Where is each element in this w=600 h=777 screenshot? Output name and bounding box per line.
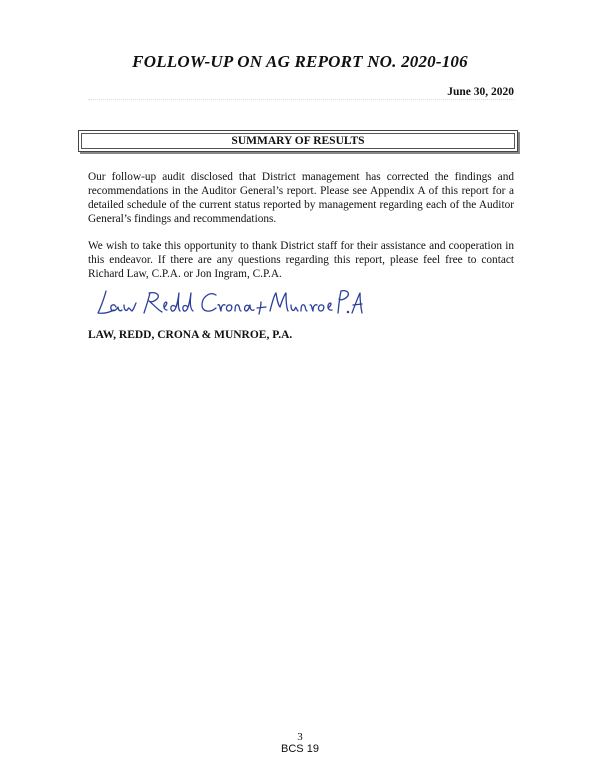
summary-paragraph-1: Our follow-up audit disclosed that District management has corrected the findings and recommendations in the Auditor General’s report. Please see Appendix A of this report for a detailed schedule of the current status reported by management regarding each of the Auditor General’s findings and recommendations. [88,171,514,225]
document-code: BCS 19 [281,743,319,755]
report-date: June 30, 2020 [447,86,514,98]
header-divider [88,99,514,100]
report-title: FOLLOW-UP ON AG REPORT NO. 2020-106 [132,52,468,71]
section-heading-box [78,130,518,152]
section-heading: SUMMARY OF RESULTS [231,135,365,147]
handwritten-signature [94,283,364,323]
summary-paragraph-2: We wish to take this opportunity to thank District staff for their assistance and cooperation in this endeavor. If there are any questions regarding this report, please feel free to contact Richard Law, C.P.A. or Jon Ingram, C.P.A. [88,240,514,280]
page-number: 3 [297,731,303,743]
firm-name: LAW, REDD, CRONA & MUNROE, P.A. [88,329,293,341]
